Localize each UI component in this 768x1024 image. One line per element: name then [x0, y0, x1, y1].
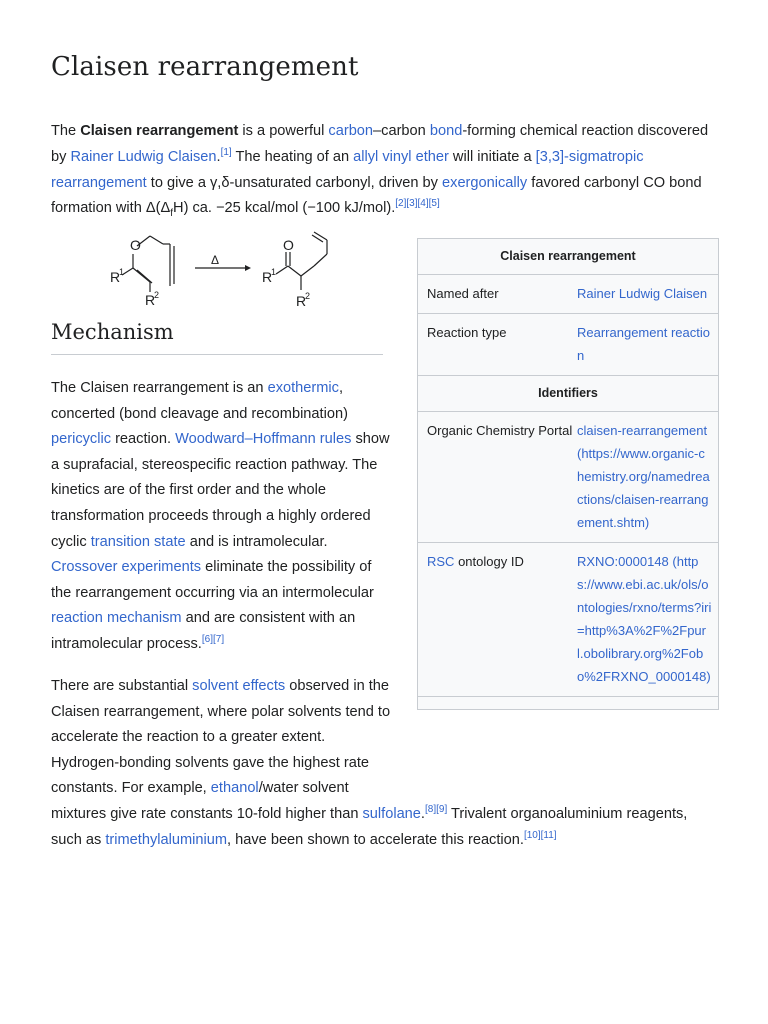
product-label-r2-sup: 2	[305, 291, 311, 301]
lead-text: -forming chemical reaction discovered by	[51, 123, 709, 165]
link-sulfolane[interactable]: sulfolane	[362, 805, 421, 822]
link-reaction-mechanism[interactable]: reaction mechanism	[51, 610, 182, 627]
para-text: The Claisen rearrangement is an	[51, 380, 268, 396]
para-text: observed in the Claisen rearrangement, where polar solvents tend to accelerate the reaction to a greater extent. Hydrogen-bonding solvents gave the highest rate constants. For example,	[51, 678, 391, 797]
label-r2: R	[145, 292, 156, 308]
lead-text: .	[216, 148, 221, 165]
infobox-row-rsc-ontology-id	[418, 543, 718, 697]
infobox-link-rsc-ontology-id[interactable]: RXNO:0000148 (https://www.ebi.ac.uk/ols/ontologies/rxno/terms?iri=http%3A%2F%2Fpurl.obolibrary.org%2Fobo%2FRXNO_0000148)	[577, 554, 712, 684]
lead-text: favored carbonyl CO bond formation with Δ(Δ	[51, 174, 702, 217]
para-text: and is intramolecular.	[185, 533, 328, 550]
link-transition-state[interactable]: transition state	[90, 533, 186, 550]
para-text: eliminate the possibility of the rearrangement occurring via an intermolecular	[51, 559, 374, 601]
infobox-row-reaction-type	[418, 314, 718, 376]
link-ethanol[interactable]: ethanol	[210, 780, 259, 797]
label-r1: R	[110, 269, 121, 285]
infobox-link-organic-chemistry-portal[interactable]: claisen-rearrangement (https://www.organic-chemistry.org/namedreactions/claisen-rearrangement.shtm)	[577, 423, 710, 530]
link-woodward-hoffmann-rules[interactable]: Woodward–Hoffmann rules	[175, 431, 352, 448]
label-r2-sup: 2	[154, 290, 160, 300]
link-exergonically[interactable]: exergonically	[442, 174, 528, 191]
infobox-label: Named after	[427, 286, 499, 301]
citation-ref[interactable]: [1]	[220, 146, 232, 158]
arrow-label-delta: Δ	[211, 253, 220, 267]
mechanism-paragraph-1	[51, 376, 391, 658]
product-atom-oxygen: O	[283, 237, 294, 253]
link-rsc[interactable]: RSC	[427, 554, 455, 569]
infobox-label: Reaction type	[427, 325, 507, 340]
infobox-label-text: ontology ID	[454, 554, 524, 569]
infobox-link-reaction-type[interactable]: Rearrangement reaction	[577, 325, 710, 363]
link-bond[interactable]: bond	[429, 123, 463, 139]
atom-oxygen: O	[130, 237, 141, 253]
para-text-block	[51, 674, 391, 802]
lead-text: H) ca. −25 kcal/mol (−100 kJ/mol).	[173, 200, 396, 217]
lead-bold-term: Claisen rearrangement	[80, 123, 239, 139]
para-text: Trivalent organoaluminium reagents, such as	[51, 805, 688, 848]
link-exothermic[interactable]: exothermic	[267, 380, 339, 396]
section-heading-mechanism: Mechanism	[51, 320, 383, 355]
para-text: There are substantial	[51, 678, 193, 694]
link-sigmatropic-rearrangement[interactable]: [3,3]-sigmatropic rearrangement	[51, 148, 644, 191]
lead-text: –carbon	[373, 123, 430, 139]
infobox-row-named-after	[418, 275, 718, 314]
infobox	[417, 238, 719, 710]
link-solvent-effects[interactable]: solvent effects	[192, 678, 286, 694]
link-pericyclic[interactable]: pericyclic	[51, 431, 112, 448]
lead-paragraph	[51, 119, 719, 227]
lead-text: The heating of an	[231, 148, 354, 165]
link-crossover-experiments[interactable]: Crossover experiments	[51, 559, 202, 576]
infobox-title: Claisen rearrangement	[418, 239, 718, 275]
link-allyl-vinyl-ether[interactable]: allyl vinyl ether	[353, 148, 449, 165]
para-text: .	[420, 805, 425, 822]
para-text: mixtures give rate constants 10-fold higher than	[51, 805, 363, 822]
infobox-label: Organic Chemistry Portal	[427, 423, 573, 438]
infobox-label	[418, 550, 577, 688]
para-text: , concerted (bond cleavage and recombination)	[51, 380, 348, 422]
product-label-r2: R	[296, 293, 307, 309]
citation-refs[interactable]: [2][3][4][5]	[395, 198, 440, 210]
para-text: show a suprafacial, stereospecific reaction pathway. The kinetics are of the first order and the whole transformation proceeds through a highly ordered cyclic	[51, 431, 390, 550]
lead-text: is a powerful	[238, 123, 329, 139]
label-r1-sup: 1	[119, 267, 125, 277]
link-carbon[interactable]: carbon	[328, 123, 374, 139]
para-text: /water solvent	[258, 780, 349, 797]
subscript-f: f	[170, 208, 174, 220]
para-text: , have been shown to accelerate this reaction.	[227, 831, 524, 848]
lead-text: will initiate a	[448, 148, 536, 165]
product-label-r1-sup: 1	[271, 267, 277, 277]
link-rainer-ludwig-claisen[interactable]: Rainer Ludwig Claisen	[70, 148, 217, 165]
citation-refs[interactable]: [6][7]	[201, 634, 225, 646]
citation-refs[interactable]: [10][11]	[523, 829, 557, 841]
page-title: Claisen rearrangement	[51, 52, 359, 82]
lead-text: to give a γ,δ-unsaturated carbonyl, driven by	[146, 174, 443, 191]
product-label-r1: R	[262, 269, 273, 285]
infobox-row-organic-chemistry-portal	[418, 412, 718, 543]
lead-text: The	[51, 123, 81, 139]
infobox-identifiers-header: Identifiers	[418, 376, 718, 412]
citation-refs[interactable]: [8][9]	[424, 804, 448, 816]
infobox-link-named-after[interactable]: Rainer Ludwig Claisen	[577, 286, 708, 301]
link-trimethylaluminium[interactable]: trimethylaluminium	[105, 831, 228, 848]
infobox-footer	[418, 697, 718, 709]
reaction-scheme	[100, 228, 360, 320]
para-text: and are consistent with an intramolecular process.	[51, 610, 356, 652]
para-text: reaction.	[111, 431, 176, 448]
